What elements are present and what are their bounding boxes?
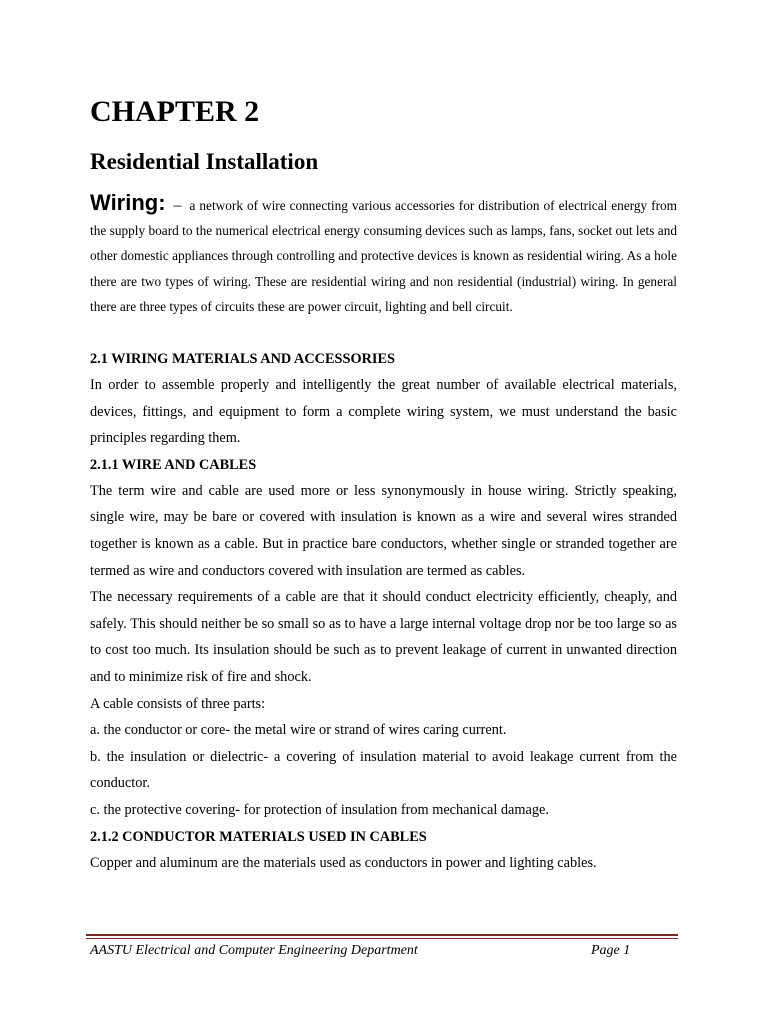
section-paragraph: The necessary requirements of a cable are that it should conduct electricity efficiently, cheaply, and safely. This should neither be so small so as to have a large internal voltage drop nor be too large so as to cost too much. Its insulation should be such as to prevent leakage of current in unwanted direction and to minimize risk of fire and shock.	[90, 589, 677, 685]
section-heading-wiring-materials: 2.1 WIRING MATERIALS AND ACCESSORIES	[90, 351, 395, 367]
section-paragraph: The term wire and cable are used more or less synonymously in house wiring. Strictly speaking, single wire, may be bare or covered with insulation is known as a wire and several wires stranded together is known as a cable. But in practice bare conductors, whether single or stranded together are termed as wire and conductors covered with insulation are termed as cables.	[90, 482, 677, 579]
section-heading-wire-and-cables: 2.1.1 WIRE AND CABLES	[90, 456, 257, 473]
cable-part-item: b. the insulation or dielectric- a covering of insulation material to avoid leakage current from the conductor.	[90, 748, 677, 792]
footer-rule	[86, 934, 678, 936]
cable-part-item: a. the conductor or core- the metal wire or strand of wires caring current.	[90, 722, 507, 739]
cable-part-item: c. the protective covering- for protection of insulation from mechanical damage.	[90, 801, 549, 818]
wiring-term: Wiring:	[90, 190, 166, 215]
wiring-definition: a network of wire connecting various accessories for distribution of electrical energy from the supply board to the numerical electrical energy consuming devices such as lamps, fans, socket out lets and other domestic appliances through controlling and protective devices is known as residential wiring. As a hole there are two types of wiring. These are residential wiring and non residential (industrial) wiring. In general there are three types of circuits these are power circuit, lighting and bell circuit.	[90, 198, 678, 314]
footer-department: AASTU Electrical and Computer Engineering Department	[90, 943, 418, 958]
section-paragraph: A cable consists of three parts:	[90, 695, 266, 712]
footer-rule	[86, 938, 678, 939]
section-paragraph: In order to assemble properly and intelligently the great number of available electrical materials, devices, fittings, and equipment to form a complete wiring system, we must understand the basic principles regarding them.	[90, 377, 677, 447]
body-sections	[90, 346, 677, 876]
wiring-definition-paragraph	[90, 190, 677, 319]
footer-page-number: Page 1	[591, 943, 631, 958]
chapter-title: Residential Installation	[90, 149, 319, 174]
document-page	[90, 0, 677, 1024]
chapter-label: CHAPTER 2	[90, 95, 260, 128]
section-heading-conductor-materials: 2.1.2 CONDUCTOR MATERIALS USED IN CABLES	[90, 828, 427, 845]
wiring-dash: –	[173, 197, 182, 214]
section-paragraph: Copper and aluminum are the materials used as conductors in power and lighting cables.	[90, 854, 597, 871]
